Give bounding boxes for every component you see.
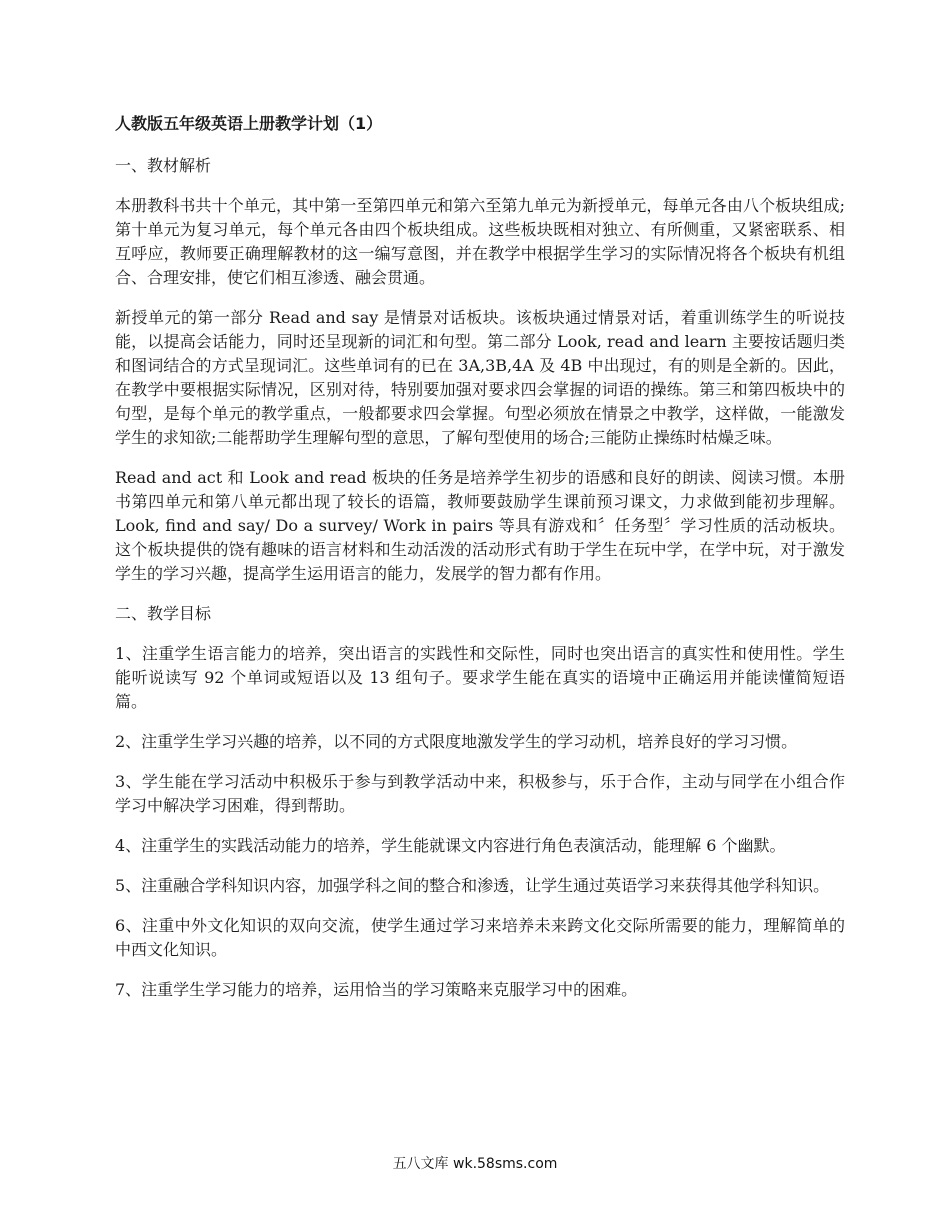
section1-paragraph: 新授单元的第一部分 Read and say 是情景对话板块。该板块通过情景对话，着重训练学生的听说技能，以提高会话能力，同时还呈现新的词汇和句型。第二部分 Look, read and learn 主要按话题归类和图词结合的方式呈现词汇。这些单词有的已在 3A,3B,4A 及 4B 中出现过，有的则是全新的。因此，在教学中要根据实际情况，区别对待，特别要加强对要求四会掌握的词语的操练。第三和第四板块中的句型，是每个单元的教学重点，一般都要求四会掌握。句型必须放在情景之中教学，这样做，一能激发学生的求知欲;二能帮助学生理解句型的意思，了解句型使用的场合;三能防止操练时枯燥乏味。 <box>115 308 845 447</box>
goal-item: 3、学生能在学习活动中积极乐于参与到教学活动中来，积极参与，乐于合作，主动与同学在小组合作学习中解决学习困难，得到帮助。 <box>115 772 845 815</box>
section1-paragraph: Read and act 和 Look and read 板块的任务是培养学生初步的语感和良好的朗读、阅读习惯。本册书第四单元和第八单元都出现了较长的语篇，教师要鼓励学生课前预习课文，力求做到能初步理解。Look, find and say/ Do a survey/ Work in pairs 等具有游戏和〞任务型〞学习性质的活动板块。这个板块提供的饶有趣味的语言材料和生动活泼的活动形式有助于学生在玩中学，在学中玩，对于激发学生的学习兴趣，提高学生运用语言的能力，发展学的智力都有作用。 <box>115 468 845 583</box>
goal-item: 1、注重学生语言能力的培养，突出语言的实践性和交际性，同时也突出语言的真实性和使用性。学生能听说读写 92 个单词或短语以及 13 组句子。要求学生能在真实的语境中正确运用并能读懂简短语篇。 <box>115 644 845 711</box>
section1-paragraph: 本册教科书共十个单元，其中第一至第四单元和第六至第九单元为新授单元，每单元各由八个板块组成;第十单元为复习单元，每个单元各由四个板块组成。这些板块既相对独立、有所侧重，又紧密联系、相互呼应，教师要正确理解教材的这一编写意图，并在教学中根据学生学习的实际情况将各个板块有机组合、合理安排，使它们相互渗透、融会贯通。 <box>115 196 845 287</box>
document-title: 人教版五年级英语上册教学计划（1） <box>115 114 383 133</box>
document-body <box>115 112 845 1018</box>
goal-item: 2、注重学生学习兴趣的培养，以不同的方式限度地激发学生的学习动机，培养良好的学习习惯。 <box>115 732 798 751</box>
goal-item: 4、注重学生的实践活动能力的培养，学生能就课文内容进行角色表演活动，能理解 6 个幽默。 <box>115 836 786 855</box>
section-heading-2: 二、教学目标 <box>115 604 212 623</box>
footer-watermark: 五八文库 wk.58sms.com <box>392 1156 558 1172</box>
goal-item: 6、注重中外文化知识的双向交流，使学生通过学习来培养未来跨文化交际所需要的能力，理解简单的中西文化知识。 <box>115 916 845 959</box>
goal-item: 7、注重学生学习能力的培养，运用恰当的学习策略来克服学习中的困难。 <box>115 980 638 999</box>
goal-item: 5、注重融合学科知识内容，加强学科之间的整合和渗透，让学生通过英语学习来获得其他学科知识。 <box>115 876 830 895</box>
section-heading-1: 一、教材解析 <box>115 156 212 175</box>
